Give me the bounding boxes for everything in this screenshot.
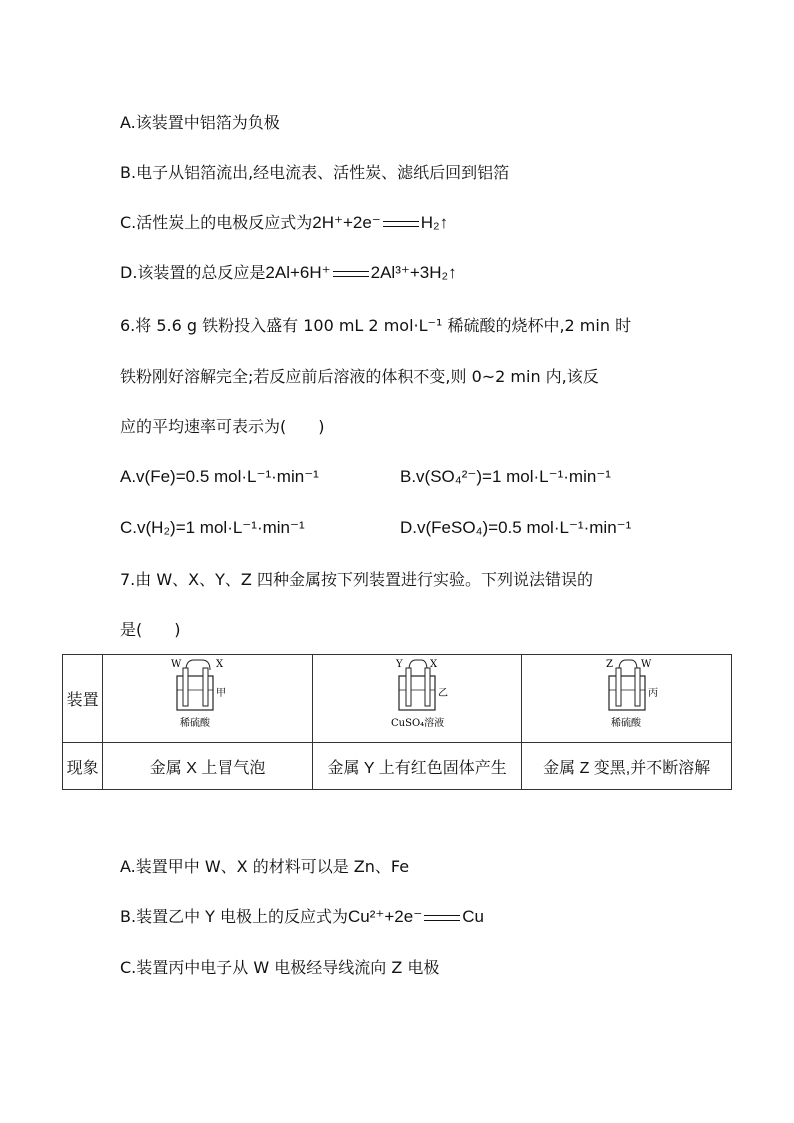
device-name: 丙 xyxy=(647,688,658,699)
q7-option-b-prefix: B.装置乙中 Y 电极上的反应式为 xyxy=(120,907,349,926)
q6-stem-line3: 应的平均速率可表示为( ) xyxy=(120,417,325,436)
q5-option-b xyxy=(120,162,509,184)
q5-option-d-left: 2Al+6H⁺ xyxy=(265,263,331,282)
device-cell-bing xyxy=(522,655,732,743)
q6-stem-line1: 6.将 5.6 g 铁粉投入盛有 100 mL 2 mol·L⁻¹ 稀硫酸的烧杯中,2 min 时 xyxy=(120,316,632,335)
electrode-label-right: X xyxy=(430,659,438,670)
q6-option-c: C.v(H₂)=1 mol·L⁻¹·min⁻¹ xyxy=(120,518,305,537)
q5-option-b-text: B.电子从铝箔流出,经电流表、活性炭、滤纸后回到铝箔 xyxy=(120,163,510,182)
experiment-table xyxy=(62,654,732,790)
q6-option-a: A.v(Fe)=0.5 mol·L⁻¹·min⁻¹ xyxy=(120,467,319,486)
electrode-left xyxy=(616,668,621,706)
q5-option-a-text: A.该装置中铝箔为负极 xyxy=(120,113,280,132)
q6-stem-line2: 铁粉刚好溶解完全;若反应前后溶液的体积不变,则 0~2 min 内,该反 xyxy=(120,367,599,386)
q7-option-c: C.装置丙中电子从 W 电极经导线流向 Z 电极 xyxy=(120,958,440,977)
apparatus-jia-diagram xyxy=(108,656,308,736)
q6-option-d: D.v(FeSO₄)=0.5 mol·L⁻¹·min⁻¹ xyxy=(400,518,632,537)
electrode-label-left: W xyxy=(170,659,181,670)
q5-option-d-right: 2Al³⁺+3H₂↑ xyxy=(370,263,457,282)
q5-option-c-right: H₂↑ xyxy=(420,213,449,232)
solution-label: CuSO₄溶液 xyxy=(391,718,445,729)
solution-label: 稀硫酸 xyxy=(610,718,641,729)
q7-option-b-right: Cu xyxy=(462,907,484,926)
electrode-right xyxy=(635,668,640,706)
electrode-right xyxy=(203,668,208,706)
device-name: 甲 xyxy=(215,688,226,699)
equation-sign xyxy=(424,915,460,921)
device-name: 乙 xyxy=(438,688,449,699)
q7-stem-line1: 7.由 W、X、Y、Z 四种金属按下列装置进行实验。下列说法错误的 xyxy=(120,570,593,589)
device-cell-jia xyxy=(103,655,313,743)
q7-option-b xyxy=(120,906,484,928)
electrode-left xyxy=(406,668,411,706)
electrode-label-left: Z xyxy=(605,659,613,670)
q5-option-a xyxy=(120,112,280,134)
table-header-device: 装置 xyxy=(63,655,103,743)
solution-label: 稀硫酸 xyxy=(179,718,210,729)
equation-sign xyxy=(333,271,369,277)
q5-option-d-prefix: D.该装置的总反应是 xyxy=(120,263,266,282)
phenomenon-bing: 金属 Z 变黑,并不断溶解 xyxy=(522,743,732,790)
electrode-left xyxy=(183,668,188,706)
q5-option-c-prefix: C.活性炭上的电极反应式为 xyxy=(120,213,313,232)
electrode-label-right: W xyxy=(640,659,651,670)
table-row-phenomenon xyxy=(63,743,732,790)
electrode-label-left: Y xyxy=(396,659,403,670)
table-row-device xyxy=(63,655,732,743)
q7-stem-line2: 是( ) xyxy=(120,620,181,639)
q5-option-c xyxy=(120,212,448,234)
q7-option-b-left: Cu²⁺+2e⁻ xyxy=(348,907,423,926)
device-cell-yi xyxy=(312,655,522,743)
q5-option-c-left: 2H⁺+2e⁻ xyxy=(312,213,381,232)
phenomenon-jia: 金属 X 上冒气泡 xyxy=(103,743,313,790)
wire xyxy=(619,660,637,670)
apparatus-yi-diagram xyxy=(317,656,517,736)
q7-option-a: A.装置甲中 W、X 的材料可以是 Zn、Fe xyxy=(120,857,410,876)
phenomenon-yi: 金属 Y 上有红色固体产生 xyxy=(312,743,522,790)
table-header-phenomenon: 现象 xyxy=(63,743,103,790)
electrode-right xyxy=(425,668,430,706)
electrode-label-right: X xyxy=(215,659,223,670)
q6-option-b: B.v(SO₄²⁻)=1 mol·L⁻¹·min⁻¹ xyxy=(400,467,611,486)
equation-sign xyxy=(383,221,419,227)
q5-option-d xyxy=(120,262,457,284)
apparatus-bing-diagram xyxy=(527,656,727,736)
wire xyxy=(409,660,427,670)
